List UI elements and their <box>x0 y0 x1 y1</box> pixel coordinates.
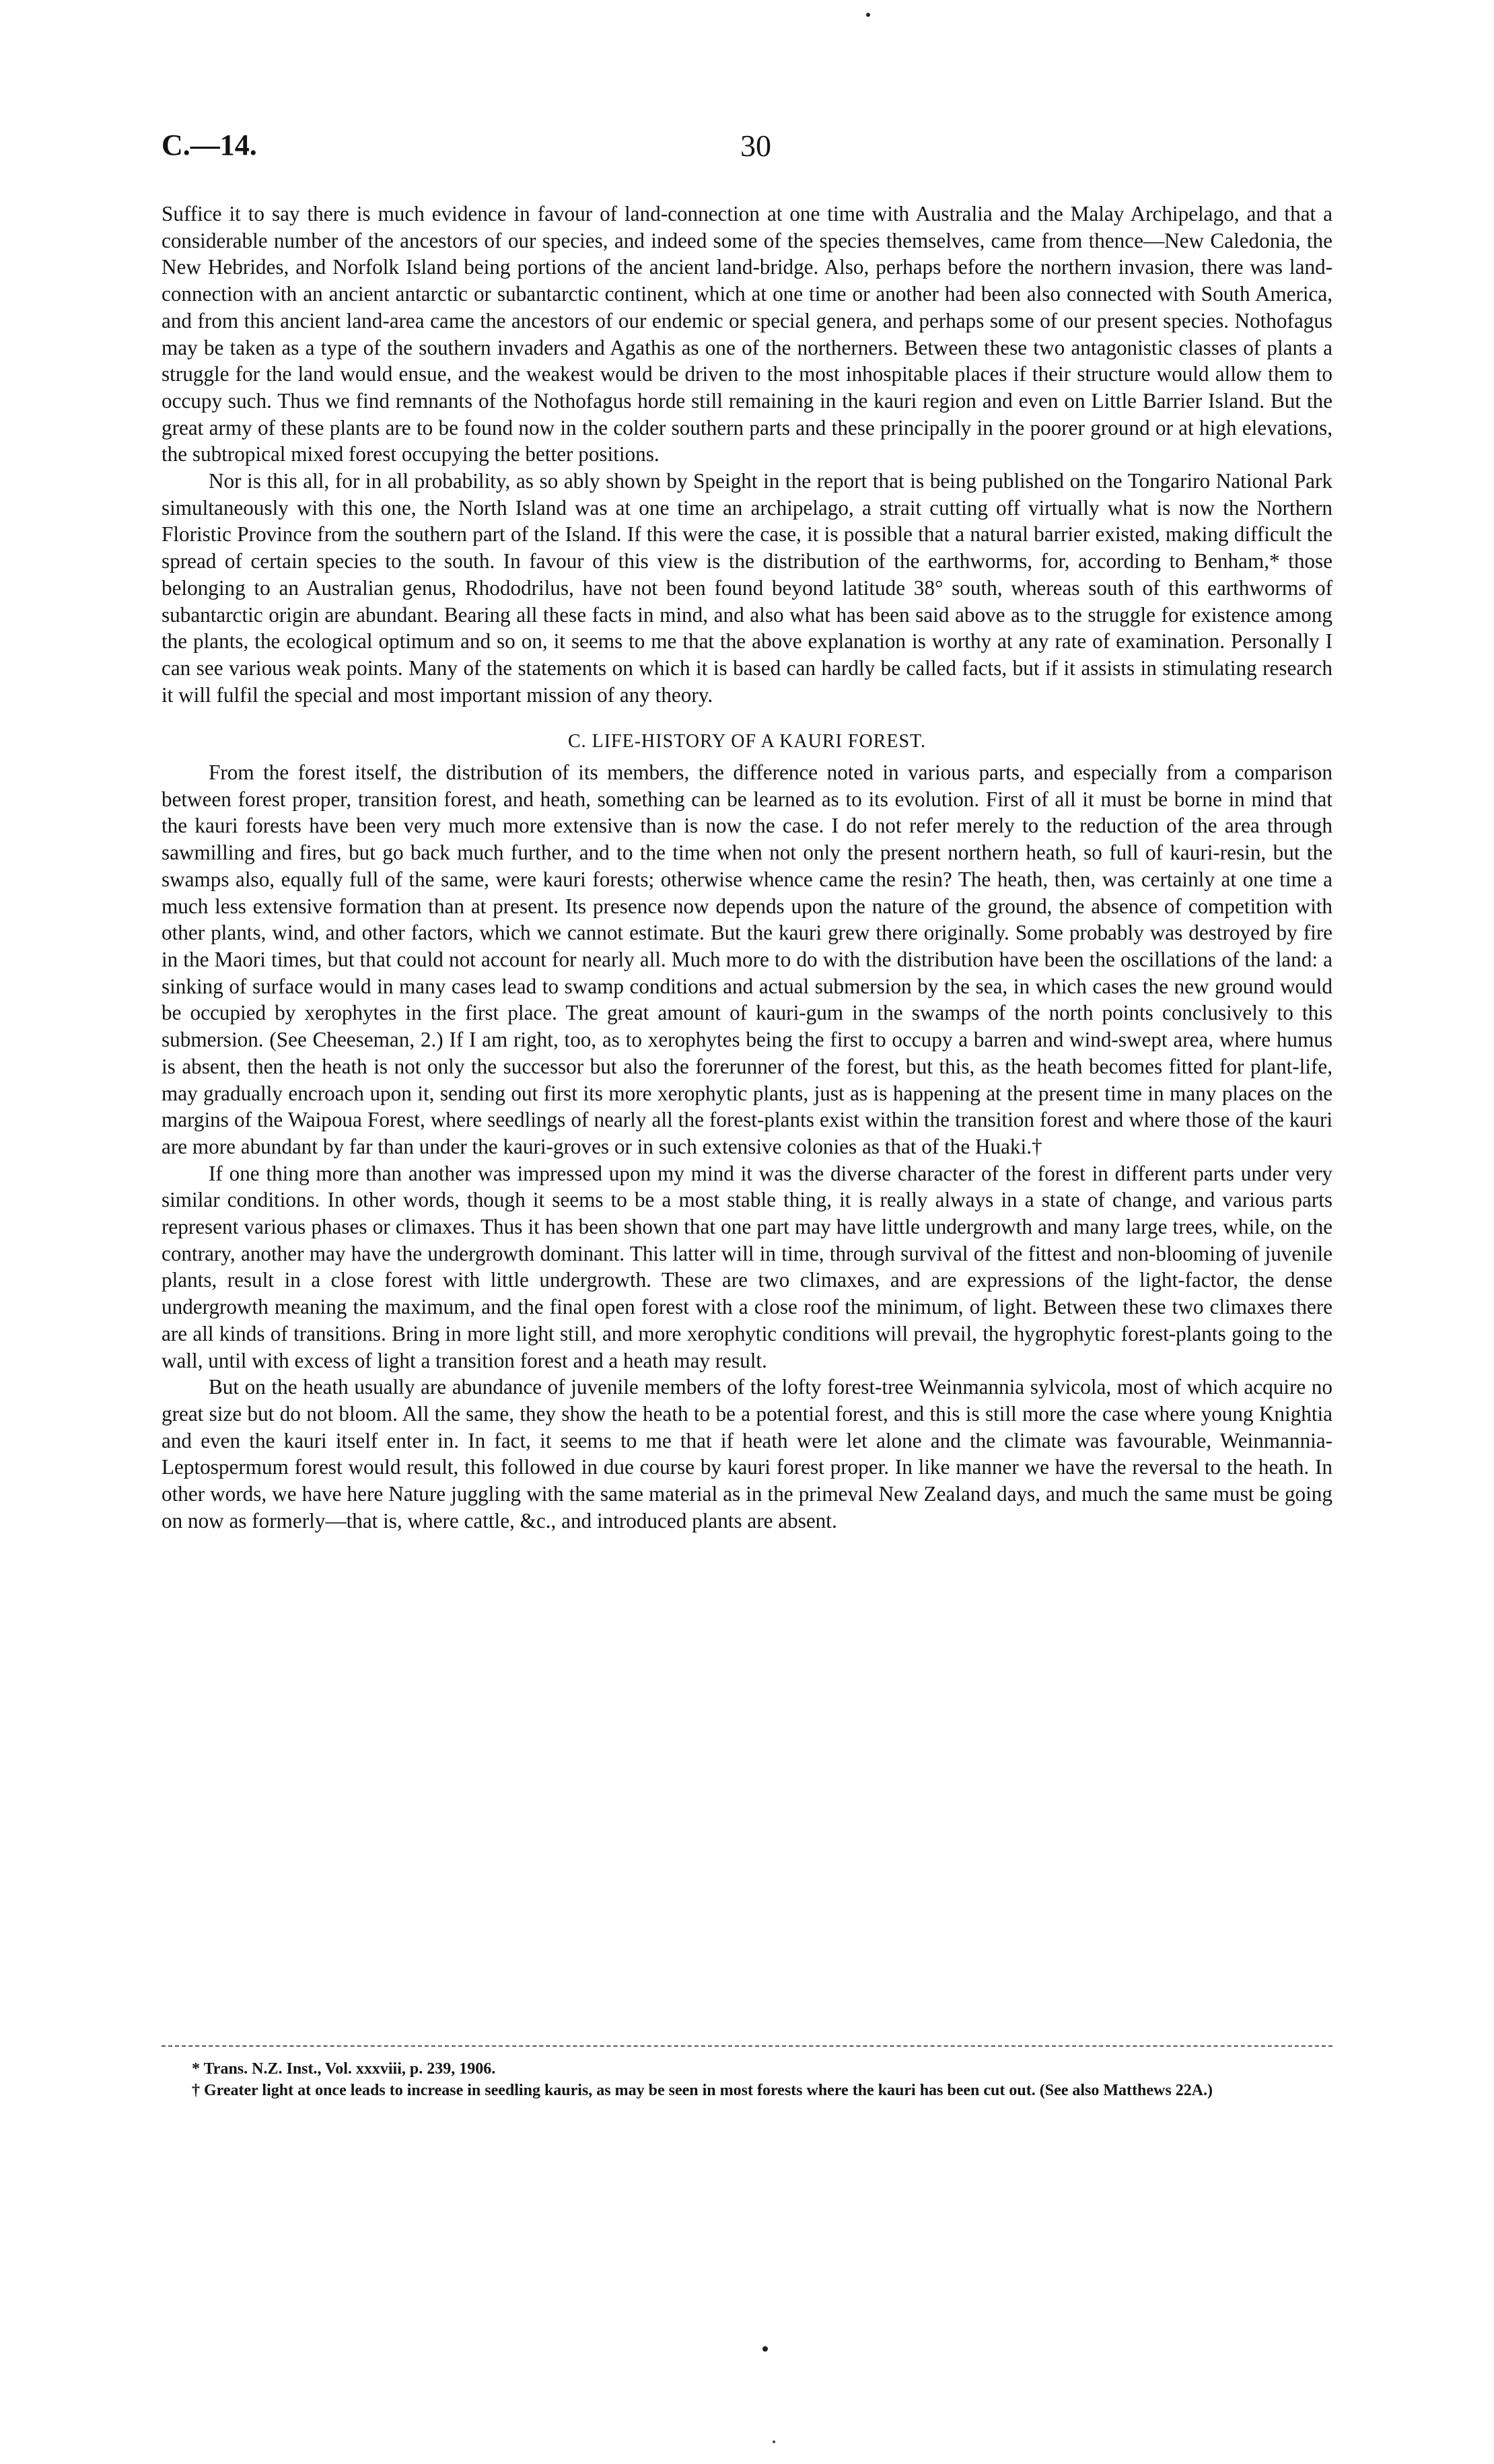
footnote: * Trans. N.Z. Inst., Vol. xxxviii, p. 239, 1906. <box>192 2060 496 2078</box>
section-heading: C. LIFE-HISTORY OF A KAURI FOREST. <box>567 731 927 752</box>
page-number: 30 <box>740 129 771 163</box>
paragraph: Nor is this all, for in all probability, as so ably shown by Speight in the report that is being published on the Tongariro National Park simultaneously with this one, the North Island was at one time an archipelago, a strait cutting off virtually what is now the Northern Floristic Province from the southern part of the Island. If this were the case, it is possible that a natural barrier existed, making difficult the spread of certain species to the south. In favour of this view is the distribution of the earthworms, for, according to Benham,* those belonging to an Australian genus, Rhododrilus, have not been found beyond latitude 38° south, whereas south of this earthworms of subantarctic origin are abundant. Bearing all these facts in mind, and also what has been said above as to the struggle for existence among the plants, the ecological optimum and so on, it seems to me that the above explanation is worthy at any rate of examination. Personally I can see various weak points. Many of the statements on which it is based can hardly be called facts, but if it assists in stimulating research it will fulfil the special and most important mission of any theory. <box>162 469 1332 707</box>
document-code: C.—14. <box>162 129 257 162</box>
paragraph: Suffice it to say there is much evidence in favour of land-connection at one time with Australia and the Malay Archipelago, and that a considerable number of the ancestors of our species, and indeed some of the species themselves, came from thence—New Caledonia, the New Hebrides, and Norfolk Island being portions of the ancient land-bridge. Also, perhaps before the northern invasion, there was land-connection with an ancient antarctic or subantarctic continent, which at one time or another had been also connected with South America, and from this ancient land-area came the ancestors of our endemic or special genera, and perhaps some of our present species. Nothofagus may be taken as a type of the southern invaders and Agathis as one of the northerners. Between these two antagonistic classes of plants a struggle for the land would ensue, and the weakest would be driven to the most inhospitable places if their structure would allow them to occupy such. Thus we find remnants of the Nothofagus horde still remaining in the kauri region and even on Little Barrier Island. But the great army of these plants are to be found now in the colder southern parts and these principally in the poorer ground or at high elevations, the subtropical mixed forest occupying the better positions. <box>162 202 1332 466</box>
paragraph: From the forest itself, the distribution of its members, the difference noted in various parts, and especially from a comparison between forest proper, transition forest, and heath, something can be learned as to its evolution. First of all it must be borne in mind that the kauri forests have been very much more extensive than is now the case. I do not refer merely to the reduction of the area through sawmilling and fires, but go back much further, and to the time when not only the present northern heath, so full of kauri-resin, but the swamps also, equally full of the same, were kauri forests; otherwise whence came the resin? The heath, then, was certainly at one time a much less extensive formation than at present. Its presence now depends upon the nature of the ground, the absence of competition with other plants, wind, and other factors, which we cannot estimate. But the kauri grew there originally. Some probably was destroyed by fire in the Maori times, but that could not account for nearly all. Much more to do with the distribution have been the oscillations of the land: a sinking of surface would in many cases lead to swamp conditions and actual submersion by the sea, in which cases the new ground would be occupied by xerophytes in the first place. The great amount of kauri-gum in the swamps of the north points conclusively to this submersion. (See Cheeseman, 2.) If I am right, too, as to xerophytes being the first to occupy a barren and wind-swept area, where humus is absent, then the heath is not only the successor but also the forerunner of the forest, but this, as the heath becomes fitted for plant-life, may gradually encroach upon it, sending out first its more xerophytic plants, just as is happening at the present time in many places on the margins of the Waipoua Forest, where seedlings of nearly all the forest-plants exist within the transition forest and where those of the kauri are more abundant by far than under the kauri-groves or in such extensive colonies as that of the Huaki.† <box>162 761 1332 1158</box>
paragraph: If one thing more than another was impressed upon my mind it was the diverse character of the forest in different parts under very similar conditions. In other words, though it seems to be a most stable thing, it is really always in a state of change, and various parts represent various phases or climaxes. Thus it has been shown that one part may have little undergrowth and many large trees, while, on the contrary, another may have the undergrowth dominant. This latter will in time, through survival of the fittest and non-blooming of juvenile plants, result in a close forest with little undergrowth. These are two climaxes, and are expressions of the light-factor, the dense undergrowth meaning the maximum, and the final open forest with a close roof the minimum, of light. Between these two climaxes there are all kinds of transitions. Bring in more light still, and more xerophytic conditions will prevail, the hygrophytic forest-plants going to the wall, until with excess of light a transition forest and a heath may result. <box>162 1161 1332 1372</box>
footnote: † Greater light at once leads to increase in seedling kauris, as may be seen in most forests where the kauri has been cut out. (See also Matthews 22A.) <box>192 2082 1213 2099</box>
paragraph: But on the heath usually are abundance of juvenile members of the lofty forest-tree Weinmannia sylvicola, most of which acquire no great size but do not bloom. All the same, they show the heath to be a potential forest, and this is still more the case where young Knightia and even the kauri itself enter in. In fact, it seems to me that if heath were let alone and the climate was favourable, Weinmannia-Leptospermum forest would result, this followed in due course by kauri forest proper. In like manner we have the reversal to the heath. In other words, we have here Nature juggling with the same material as in the primeval New Zealand days, and much the same must be going on now as formerly—that is, where cattle, &c., and introduced plants are absent. <box>162 1375 1332 1533</box>
